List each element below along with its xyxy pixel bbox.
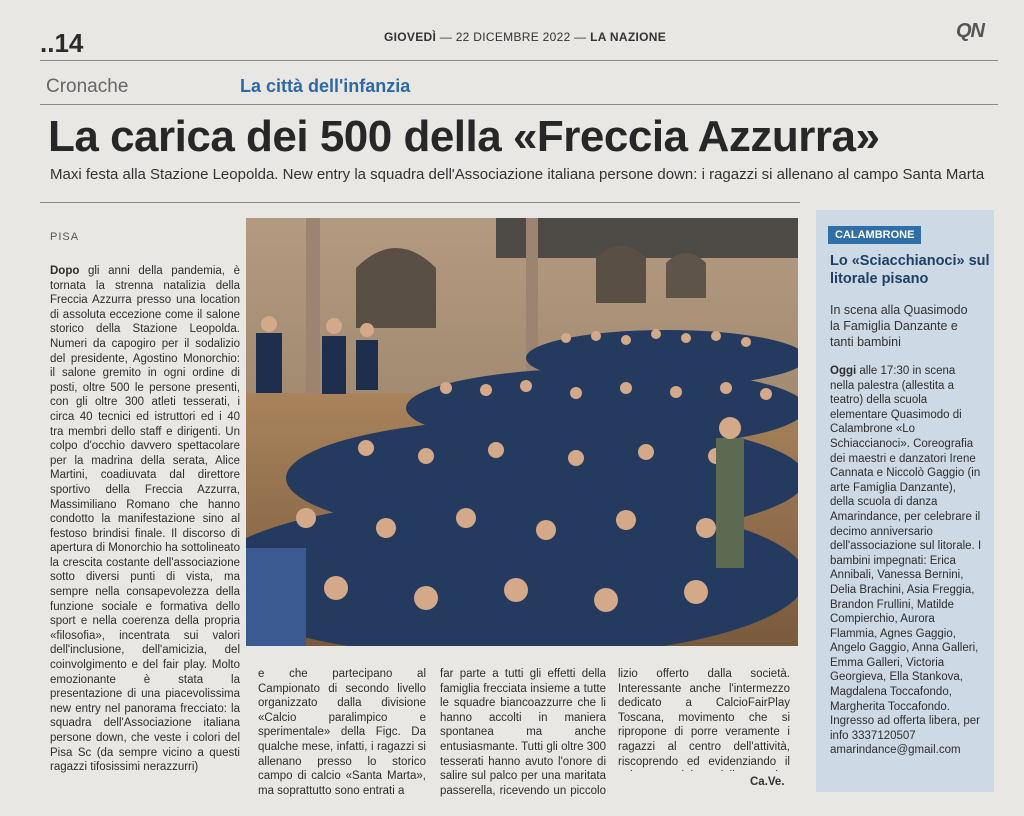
page-number: ..14 [40,28,84,58]
section-label: Cronache [46,76,129,97]
dateline-place: PISA [50,231,80,243]
sidebar-title: Lo «Sciacchianoci» sul litorale pisano [830,253,990,287]
sidebar-tag: CALAMBRONE [828,226,921,244]
event-photo [246,218,798,646]
sidebar-body [830,364,982,758]
headline: La carica dei 500 della «Freccia Azzurra» [48,112,880,161]
sidebar-body-text: alle 17:30 in scena nella palestra (allestita a teatro) della scuola elementare Quasimodo di Calambrone «Lo Schiaccianoci». Coreografia dei maestri e danzatori Irene Cannata e Niccolò Gaggio (in arte Famiglia Danzante), della scuola di danza Amarindance, per celebrare il decimo anniversario dell'associazione sul litorale. I bambini impegnati: Erica Annibali, Vanessa Bernini, Delia Brachini, Asia Freggia, Brandon Frullini, Matilde Compierchio, Aurora Flammia, Agnes Gaggio, Angelo Gaggio, Anna Galleri, Emma Galleri, Victoria Georgieva, Ella Stankova, Magdalena Toccafondo, Margherita Toccafondo. Ingresso ad offerta libera, per info 3337120507 amarindance@gmail.com [830,365,982,757]
sidebar-deck: In scena alla Quasimodo la Famiglia Danzante e tanti bambini [830,303,968,349]
dateline-day: GIOVEDÌ [384,30,437,44]
author-signature: Ca.Ve. [750,776,785,788]
article-column-1-text: gli anni della pandemia, è tornata la strenna natalizia della Freccia Azzurra presso una location di assoluta eccezione come il salone storico della Stazione Leopolda. Numeri da capogiro per il sodalizio del presidente, Agostino Monorchio: il salone gremito in ogni ordine di posti, oltre 500 le persone presenti, con gli oltre 300 atleti tesserati, i circa 40 tecnici ed istruttori ed i 40 tra membri dello staff e dirigenti. Un colpo d'occhio davvero spettacolare per la madrina della serata, Alice Martini, coadiuvata dal direttore sportivo della Freccia Azzurra, Massimiliano Romano che hanno condotto la manifestazione sino al festoso brindisi finale. Il discorso di apertura di Monorchio ha sottolineato la crescita costante dell'associazione sotto diversi punti di vista, ma sempre nella consapevolezza della funzione sociale e formativa dello sport e nella coerenza della propria «filosofia», incentrata sui valori dell'inclusione, dell'amicizia, del coinvolgimento e del fair play. Molto emozionante è stata la presentazione di una piacevolissima new entry nel panorama frecciato: la squadra dell'Associazione italiana persone down, che veste i colori del Pisa Sc (da sempre vicino a questi ragazzi tifosissimi nerazzurri) [50,265,240,774]
article-column-1 [50,264,240,775]
header-rule [40,60,998,61]
article-column-3: far parte a tutti gli effetti della famiglia frecciata insieme a tutte le squadre biancoazzurre che li hanno accolti in maniera spontanea ma anche entusiasmante. Tutti gli oltre 300 tesserati hanno avuto l'onore di salire sul palco per una maritata passerella, ricevendo un piccolo [440,668,606,797]
section-rule [40,104,998,105]
article-column-2: e che partecipano al Campionato di secondo livello organizzato dalla divisione «Calcio paralimpico e sperimentale» della Figc. Da qualche mese, infatti, i ragazzi si allenano presso lo storico campo di calcio «Santa Marta», ma soprattutto sono entrati a [258,668,426,797]
article-column-4: lizio offerto dalla società. Interessante anche l'intermezzo dedicato a CalcioFairPlay Toscana, movimento che si ripropone di porre veramente i ragazzi al centro dell'attività, riscoprendo ed evidenziando il [618,668,790,768]
photo-illustration [246,218,798,646]
dateline [384,30,666,44]
sidebar-lead-word: Oggi [830,365,857,377]
dateline-date: — 22 DICEMBRE 2022 — [439,30,587,44]
summary-rule [40,202,800,203]
dateline-newspaper: LA NAZIONE [590,30,667,44]
summary: Maxi festa alla Stazione Leopolda. New entry la squadra dell'Associazione italiana persone down: i ragazzi si allenano al campo Santa Marta [50,166,985,183]
subsection-label: La città dell'infanzia [240,76,411,96]
qn-logo: QN [956,20,984,42]
article-lead-word: Dopo [50,265,80,277]
